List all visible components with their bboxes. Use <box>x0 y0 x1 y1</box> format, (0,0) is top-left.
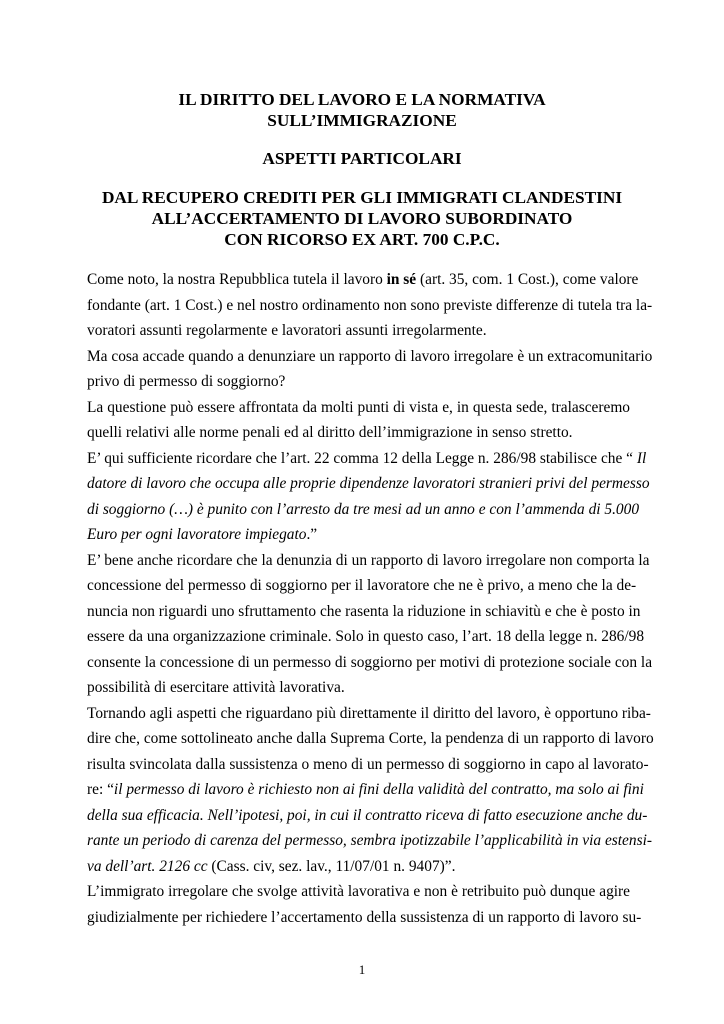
body-line <box>87 755 649 775</box>
body-line <box>87 398 630 418</box>
body-line <box>87 831 652 851</box>
text-segment: quelli relativi alle norme penali ed al diritto dell’immigrazione in senso stretto. <box>87 424 573 441</box>
italic-text: rante un periodo di carenza del permesso, sembra ipotizzabile l’applicabilità in via estensi- <box>87 832 652 849</box>
body-line <box>87 372 630 392</box>
body-line <box>87 270 639 290</box>
document-title-line-1: IL DIRITTO DEL LAVORO E LA NORMATIVA <box>178 90 546 109</box>
text-segment: nuncia non riguardi uno sfruttamento che rasenta la riduzione in schiavitù e che è posto in <box>87 602 641 620</box>
text-segment: E’ qui sufficiente ricordare che l’art. 22 comma 12 della Legge n. 286/98 stabilisce che “ <box>87 449 637 467</box>
text-segment: risulta svincolata dalla sussistenza o meno di un permesso di soggiorno in capo al lavorato- <box>87 755 649 773</box>
text-segment: voratori assunti regolarmente e lavoratori assunti irregolarmente. <box>87 322 487 339</box>
text-segment: L’immigrato irregolare che svolge attività lavorativa e non è retribuito può dunque agire <box>87 883 630 900</box>
italic-text: datore di lavoro che occupa alle proprie dipendenze lavoratori stranieri privi del permesso <box>87 475 650 492</box>
text-segment: (Cass. civ, sez. lav., 11/07/01 n. 9407)”. <box>207 857 456 875</box>
body-line <box>87 347 653 367</box>
text-segment: .” <box>306 526 318 543</box>
page-number: 1 <box>358 962 366 977</box>
text-segment: fondante (art. 1 Cost.) e nel nostro ordinamento non sono previste differenze di tutela tra la- <box>87 296 653 314</box>
text-segment: consente la concessione di un permesso di soggiorno per motivi di protezione sociale con la <box>87 653 653 671</box>
section-title-line-1: DAL RECUPERO CREDITI PER GLI IMMIGRATI CLANDESTINI <box>101 188 623 207</box>
text-segment: Tornando agli aspetti che riguardano più direttamente il diritto del lavoro, è opportuno riba- <box>87 704 651 722</box>
body-line <box>87 704 651 724</box>
body-line <box>87 627 645 647</box>
body-line <box>87 653 653 673</box>
body-line <box>87 780 644 800</box>
text-segment: essere da una organizzazione criminale. Solo in questo caso, l’art. 18 della legge n. 286/98 <box>87 628 645 645</box>
section-title-line-3: CON RICORSO EX ART. 700 C.P.C. <box>224 230 500 249</box>
body-line <box>87 806 648 826</box>
body-line <box>87 678 630 698</box>
italic-text: va dell’art. 2126 cc <box>87 857 208 875</box>
text-segment: (art. 35, com. 1 Cost.), come valore <box>416 271 639 288</box>
italic-text: Euro per ogni lavoratore impiegato <box>87 526 307 543</box>
body-line <box>87 576 637 596</box>
body-line <box>87 525 630 545</box>
text-segment: concessione del permesso di soggiorno per il lavoratore che ne è privo, a meno che la de- <box>87 577 637 594</box>
text-segment: privo di permesso di soggiorno? <box>87 373 286 390</box>
body-line <box>87 857 630 877</box>
italic-text: il permesso di lavoro è richiesto non ai fini della validità del contratto, ma solo ai fini <box>113 781 644 798</box>
text-segment: dire che, come sottolineato anche dalla Suprema Corte, la pendenza di un rapporto di lavoro <box>87 730 654 747</box>
text-segment: La questione può essere affrontata da molti punti di vista e, in questa sede, tralasceremo <box>87 398 630 416</box>
body-line <box>87 882 630 902</box>
body-line <box>87 729 654 749</box>
italic-text: di soggiorno (…) è punito con l’arresto da tre mesi ad un anno e con l’ammenda di 5.000 <box>87 500 640 518</box>
italic-text: della sua efficacia. Nell’ipotesi, poi, in cui il contratto riceva di fatto esecuzione anche du- <box>87 806 648 824</box>
body-line <box>87 500 640 520</box>
text-segment: E’ bene anche ricordare che la denunzia di un rapporto di lavoro irregolare non comporta la <box>87 551 650 569</box>
document-title-line-2: SULL’IMMIGRAZIONE <box>267 111 457 130</box>
body-line <box>87 474 650 494</box>
body-line <box>87 551 650 571</box>
text-segment: Ma cosa accade quando a denunziare un rapporto di lavoro irregolare è un extracomunitario <box>87 347 653 365</box>
body-line <box>87 321 630 341</box>
text-segment: re: “ <box>87 781 114 798</box>
body-line <box>87 602 641 622</box>
body-line <box>87 908 642 928</box>
document-subtitle: ASPETTI PARTICOLARI <box>262 149 462 168</box>
bold-text: in sé <box>386 271 417 288</box>
body-line <box>87 296 653 316</box>
text-segment: Come noto, la nostra Repubblica tutela il lavoro <box>87 271 387 288</box>
text-segment: giudizialmente per richiedere l’accertamento della sussistenza di un rapporto di lavoro su- <box>87 908 642 926</box>
body-line <box>87 423 630 443</box>
section-title-line-2: ALL’ACCERTAMENTO DI LAVORO SUBORDINATO <box>151 209 573 228</box>
body-line <box>87 449 647 469</box>
italic-text: Il <box>636 449 647 467</box>
text-segment: possibilità di esercitare attività lavorativa. <box>87 679 345 696</box>
